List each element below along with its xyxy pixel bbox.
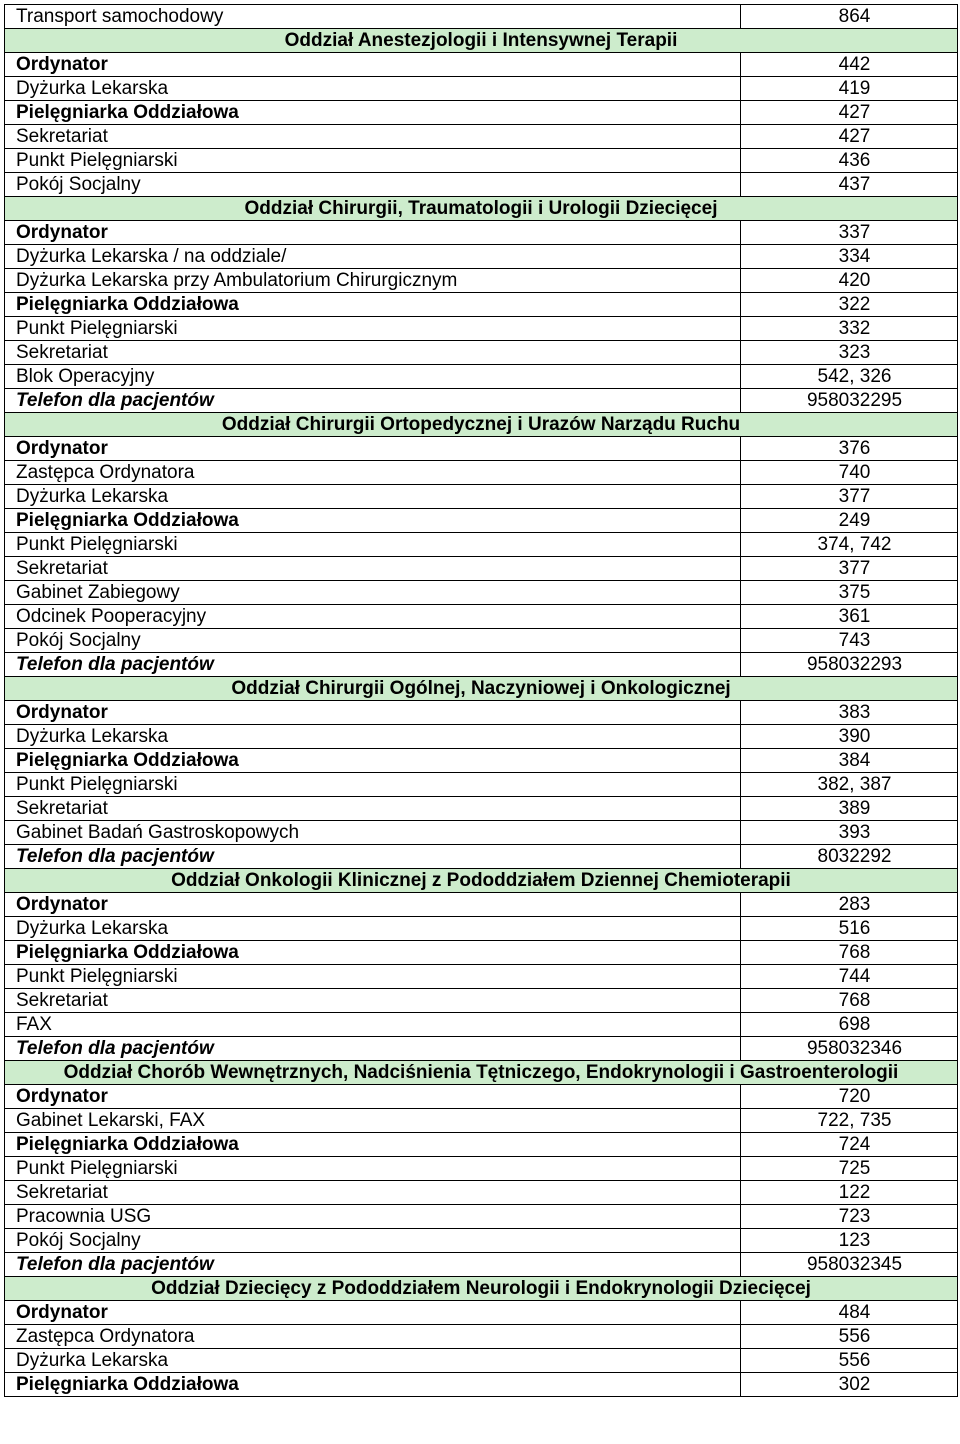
extension-number: 334 xyxy=(741,245,958,269)
extension-number: 723 xyxy=(741,1205,958,1229)
table-row xyxy=(5,77,958,101)
extension-number: 376 xyxy=(741,437,958,461)
extension-number: 337 xyxy=(741,221,958,245)
table-row xyxy=(5,509,958,533)
table-row xyxy=(5,1037,958,1061)
extension-number: 375 xyxy=(741,581,958,605)
extension-label: Telefon dla pacjentów xyxy=(5,1253,741,1277)
extension-number: 958032345 xyxy=(741,1253,958,1277)
extension-label: Dyżurka Lekarska xyxy=(5,1349,741,1373)
extension-number: 484 xyxy=(741,1301,958,1325)
table-row xyxy=(5,629,958,653)
department-header-row xyxy=(5,1061,958,1085)
department-header-row xyxy=(5,869,958,893)
extension-label: Pielęgniarka Oddziałowa xyxy=(5,101,741,125)
phone-directory-table xyxy=(4,4,958,1397)
extension-label: Dyżurka Lekarska xyxy=(5,485,741,509)
extension-label: Pielęgniarka Oddziałowa xyxy=(5,941,741,965)
extension-label: Dyżurka Lekarska xyxy=(5,725,741,749)
table-row xyxy=(5,1301,958,1325)
table-row xyxy=(5,653,958,677)
extension-label: Punkt Pielęgniarski xyxy=(5,533,741,557)
table-row xyxy=(5,581,958,605)
table-row xyxy=(5,53,958,77)
extension-label: Pokój Socjalny xyxy=(5,173,741,197)
extension-label: Ordynator xyxy=(5,437,741,461)
extension-label: Pielęgniarka Oddziałowa xyxy=(5,293,741,317)
table-row xyxy=(5,941,958,965)
extension-label: Pielęgniarka Oddziałowa xyxy=(5,509,741,533)
extension-label: Ordynator xyxy=(5,53,741,77)
extension-number: 283 xyxy=(741,893,958,917)
extension-label: Telefon dla pacjentów xyxy=(5,389,741,413)
table-row xyxy=(5,989,958,1013)
table-row xyxy=(5,1349,958,1373)
department-header-row xyxy=(5,413,958,437)
department-header-row xyxy=(5,197,958,221)
department-name: Oddział Chorób Wewnętrznych, Nadciśnienia Tętniczego, Endokrynologii i Gastroenterologii xyxy=(5,1061,958,1085)
extension-label: Pokój Socjalny xyxy=(5,629,741,653)
extension-number: 768 xyxy=(741,941,958,965)
extension-label: Ordynator xyxy=(5,893,741,917)
table-row xyxy=(5,533,958,557)
table-row xyxy=(5,341,958,365)
extension-number: 864 xyxy=(741,5,958,29)
table-row xyxy=(5,365,958,389)
extension-number: 322 xyxy=(741,293,958,317)
table-row xyxy=(5,1205,958,1229)
table-row xyxy=(5,845,958,869)
table-row xyxy=(5,917,958,941)
table-row xyxy=(5,1373,958,1397)
extension-number: 442 xyxy=(741,53,958,77)
extension-number: 436 xyxy=(741,149,958,173)
extension-number: 8032292 xyxy=(741,845,958,869)
table-row xyxy=(5,1181,958,1205)
department-name: Oddział Chirurgii Ogólnej, Naczyniowej i Onkologicznej xyxy=(5,677,958,701)
department-header-row xyxy=(5,1277,958,1301)
extension-number: 516 xyxy=(741,917,958,941)
table-row xyxy=(5,749,958,773)
extension-label: Punkt Pielęgniarski xyxy=(5,773,741,797)
table-row xyxy=(5,1253,958,1277)
extension-number: 374, 742 xyxy=(741,533,958,557)
extension-number: 383 xyxy=(741,701,958,725)
table-row xyxy=(5,5,958,29)
extension-label: Pokój Socjalny xyxy=(5,1229,741,1253)
extension-number: 720 xyxy=(741,1085,958,1109)
extension-number: 427 xyxy=(741,101,958,125)
extension-label: Gabinet Zabiegowy xyxy=(5,581,741,605)
extension-number: 542, 326 xyxy=(741,365,958,389)
extension-label: Telefon dla pacjentów xyxy=(5,653,741,677)
extension-label: Dyżurka Lekarska przy Ambulatorium Chirurgicznym xyxy=(5,269,741,293)
extension-label: Gabinet Lekarski, FAX xyxy=(5,1109,741,1133)
table-row xyxy=(5,1229,958,1253)
extension-number: 332 xyxy=(741,317,958,341)
extension-number: 768 xyxy=(741,989,958,1013)
table-row xyxy=(5,773,958,797)
department-header-row xyxy=(5,677,958,701)
extension-number: 122 xyxy=(741,1181,958,1205)
extension-number: 698 xyxy=(741,1013,958,1037)
table-row xyxy=(5,1133,958,1157)
table-row xyxy=(5,701,958,725)
extension-label: Odcinek Pooperacyjny xyxy=(5,605,741,629)
extension-number: 382, 387 xyxy=(741,773,958,797)
table-row xyxy=(5,173,958,197)
table-row xyxy=(5,485,958,509)
table-row xyxy=(5,605,958,629)
extension-label: FAX xyxy=(5,1013,741,1037)
extension-label: Punkt Pielęgniarski xyxy=(5,1157,741,1181)
extension-number: 123 xyxy=(741,1229,958,1253)
table-row xyxy=(5,1325,958,1349)
extension-label: Punkt Pielęgniarski xyxy=(5,965,741,989)
extension-label: Punkt Pielęgniarski xyxy=(5,149,741,173)
extension-number: 958032346 xyxy=(741,1037,958,1061)
extension-number: 437 xyxy=(741,173,958,197)
table-row xyxy=(5,101,958,125)
extension-number: 377 xyxy=(741,557,958,581)
extension-label: Punkt Pielęgniarski xyxy=(5,317,741,341)
extension-label: Ordynator xyxy=(5,1301,741,1325)
department-name: Oddział Dziecięcy z Pododdziałem Neurologii i Endokrynologii Dziecięcej xyxy=(5,1277,958,1301)
table-row xyxy=(5,317,958,341)
table-row xyxy=(5,1085,958,1109)
department-name: Oddział Chirurgii, Traumatologii i Urologii Dziecięcej xyxy=(5,197,958,221)
table-row xyxy=(5,1013,958,1037)
extension-label: Ordynator xyxy=(5,221,741,245)
extension-number: 724 xyxy=(741,1133,958,1157)
extension-label: Sekretariat xyxy=(5,125,741,149)
extension-label: Ordynator xyxy=(5,701,741,725)
table-row xyxy=(5,893,958,917)
extension-number: 958032295 xyxy=(741,389,958,413)
department-name: Oddział Chirurgii Ortopedycznej i Urazów Narządu Ruchu xyxy=(5,413,958,437)
extension-label: Gabinet Badań Gastroskopowych xyxy=(5,821,741,845)
extension-number: 384 xyxy=(741,749,958,773)
extension-number: 249 xyxy=(741,509,958,533)
extension-label: Pracownia USG xyxy=(5,1205,741,1229)
table-row xyxy=(5,437,958,461)
extension-number: 419 xyxy=(741,77,958,101)
department-header-row xyxy=(5,29,958,53)
extension-number: 393 xyxy=(741,821,958,845)
extension-number: 743 xyxy=(741,629,958,653)
table-row xyxy=(5,149,958,173)
extension-number: 744 xyxy=(741,965,958,989)
extension-number: 420 xyxy=(741,269,958,293)
table-row xyxy=(5,461,958,485)
extension-label: Ordynator xyxy=(5,1085,741,1109)
extension-label: Blok Operacyjny xyxy=(5,365,741,389)
extension-label: Telefon dla pacjentów xyxy=(5,1037,741,1061)
extension-label: Sekretariat xyxy=(5,1181,741,1205)
extension-label: Sekretariat xyxy=(5,341,741,365)
extension-number: 722, 735 xyxy=(741,1109,958,1133)
extension-number: 390 xyxy=(741,725,958,749)
table-row xyxy=(5,797,958,821)
extension-label: Dyżurka Lekarska xyxy=(5,77,741,101)
extension-number: 556 xyxy=(741,1325,958,1349)
extension-number: 361 xyxy=(741,605,958,629)
table-row xyxy=(5,725,958,749)
extension-number: 725 xyxy=(741,1157,958,1181)
table-row xyxy=(5,269,958,293)
extension-label: Sekretariat xyxy=(5,989,741,1013)
extension-label: Telefon dla pacjentów xyxy=(5,845,741,869)
extension-number: 556 xyxy=(741,1349,958,1373)
table-row xyxy=(5,221,958,245)
table-row xyxy=(5,245,958,269)
table-row xyxy=(5,965,958,989)
extension-label: Zastępca Ordynatora xyxy=(5,461,741,485)
table-row xyxy=(5,821,958,845)
table-row xyxy=(5,557,958,581)
department-name: Oddział Anestezjologii i Intensywnej Terapii xyxy=(5,29,958,53)
extension-number: 740 xyxy=(741,461,958,485)
extension-number: 958032293 xyxy=(741,653,958,677)
table-row xyxy=(5,1109,958,1133)
extension-number: 323 xyxy=(741,341,958,365)
extension-label: Pielęgniarka Oddziałowa xyxy=(5,1373,741,1397)
table-row xyxy=(5,293,958,317)
extension-number: 427 xyxy=(741,125,958,149)
extension-label: Sekretariat xyxy=(5,557,741,581)
extension-label: Pielęgniarka Oddziałowa xyxy=(5,1133,741,1157)
directory-body xyxy=(5,5,958,1397)
extension-label: Dyżurka Lekarska / na oddziale/ xyxy=(5,245,741,269)
table-row xyxy=(5,389,958,413)
department-name: Oddział Onkologii Klinicznej z Pododdziałem Dziennej Chemioterapii xyxy=(5,869,958,893)
table-row xyxy=(5,125,958,149)
table-row xyxy=(5,1157,958,1181)
extension-number: 389 xyxy=(741,797,958,821)
extension-number: 302 xyxy=(741,1373,958,1397)
extension-label: Sekretariat xyxy=(5,797,741,821)
extension-number: 377 xyxy=(741,485,958,509)
extension-label: Dyżurka Lekarska xyxy=(5,917,741,941)
extension-label: Zastępca Ordynatora xyxy=(5,1325,741,1349)
extension-label: Pielęgniarka Oddziałowa xyxy=(5,749,741,773)
extension-label: Transport samochodowy xyxy=(5,5,741,29)
